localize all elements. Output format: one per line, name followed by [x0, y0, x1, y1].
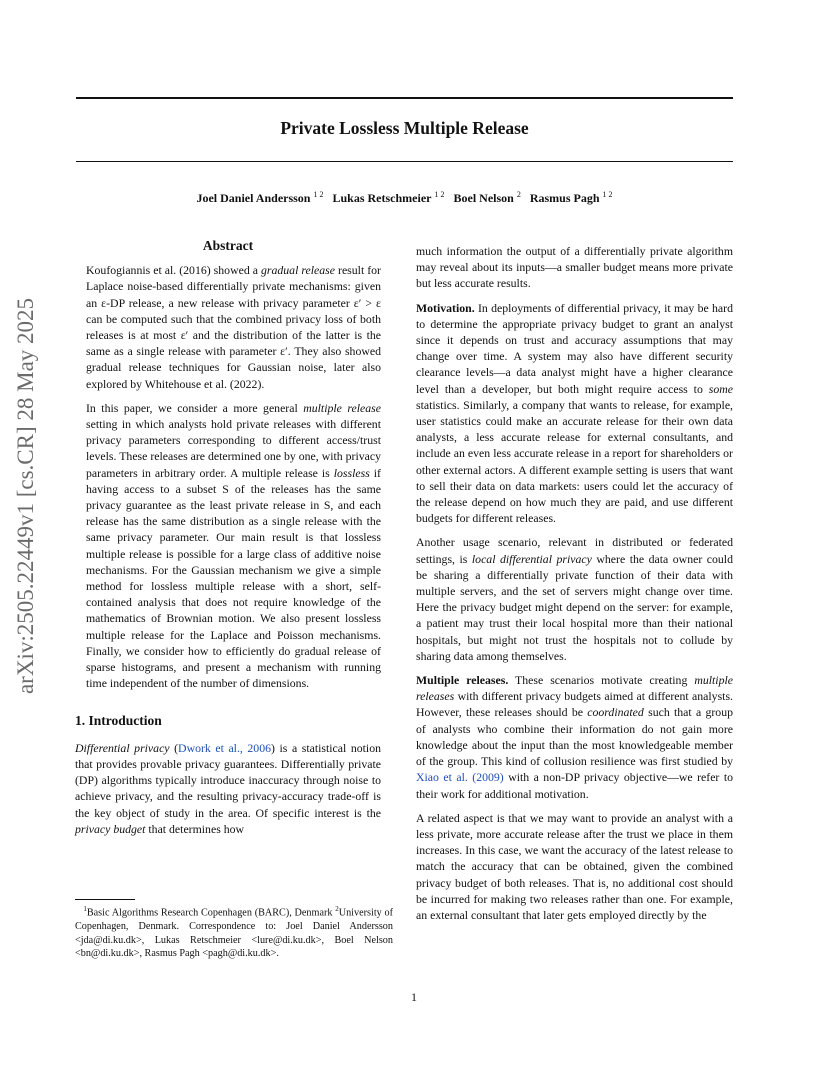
author-name: Joel Daniel Andersson: [196, 191, 311, 205]
footnote-rule: [75, 899, 135, 900]
text-run: In deployments of differential privacy, it may be hard to determine the appropriate privacy budget to grant an analyst since it depends on trust and accuracy assumptions that may change over time. A system may also have different security clearance levels—a data analyst might have a higher clearance level than a developer, but both might require access to: [416, 300, 733, 396]
emphasis: some: [708, 381, 733, 396]
abstract-heading: Abstract: [202, 238, 254, 253]
text-run: if having access to a subset S of the releases has the same privacy guarantee as the least private release in S, and each release has the same distribution as a single release with the same privacy parameter. Our main result is that lossless multiple release is possible for a large class of additive noise mechanisms. For the Gaussian mechanism we give a simple method for lossless multiple release with a short, self-contained analysis that does not require knowledge of the mathematics of Brownian motion. We also present lossless multiple release for the Laplace and Poisson mechanisms. Finally, we consider how to efficiently do gradual release of sparse histograms, and present a mechanism with running time independent of the number of dimensions.: [86, 465, 381, 691]
paragraph-heading: Multiple releases.: [416, 673, 509, 688]
text-run: where the data owner could be sharing a differentially private function of their data with multiple servers, and the set of servers might change over time. Here the privacy budget might depend on the server: for example, a patient may trust their local hospital more than their national hospitals, but might not trust the hospitals not to collude by sharing data among themselves.: [416, 551, 733, 663]
text-run: These scenarios motivate creating: [508, 673, 695, 688]
arxiv-sidebar-stamp: [2, 228, 50, 764]
text-run: with a non-DP privacy objective—we refer to their work for additional motivation.: [416, 770, 733, 801]
text-run: with different privacy budgets aimed at different analysts. However, these releases should be: [416, 689, 733, 720]
abstract-body: [75, 262, 381, 691]
body-paragraph: A related aspect is that we may want to provide an analyst with a less private, more accurate release after the trust we place in them increases. In this case, we want the accuracy of the latest release to match the accuracy that can be obtained, given the combined privacy budget of both releases. That is, no additional cost should be incurred for making two releases rather than one. For example, an external consultant that later gets employed directly by the: [416, 810, 733, 922]
emphasis: privacy budget: [75, 821, 146, 836]
intro-paragraph: Differential privacy (Dwork et al., 2006) is a statistical notion that provides provable privacy guarantees. Differentially private (DP) algorithms typically introduce inaccuracy through noise to achieve privacy, and the resulting privacy-accuracy trade-off is the key object of study in the area. Of specific interest is the privacy budget that determines how: [75, 740, 381, 836]
section-heading-introduction: 1. Introduction: [75, 713, 162, 729]
author-list: [76, 190, 733, 206]
author-name: Rasmus Pagh: [529, 191, 600, 205]
author-affiliation: 1 2: [313, 190, 324, 199]
author-affiliation: 2: [516, 190, 521, 199]
emphasis: multiple release: [303, 400, 381, 415]
author-affiliation: 1 2: [434, 190, 445, 199]
emphasis: coordinated: [587, 705, 644, 720]
text-run: result for Laplace noise-based differentially private mechanisms: given an ε-DP release, a new release with privacy parameter ε′ > ε can be computed such that the combined privacy loss of both releases is at most ε′ and the distribution of the latter is the same as a single release with parameter ε′. They also showed gradual release techniques for Gaussian noise, later also explored by Whitehouse et al. (2022).: [86, 263, 381, 391]
affiliation-footnote: [75, 903, 393, 961]
emphasis: local differential privacy: [471, 551, 592, 566]
author-name: Lukas Retschmeier: [332, 191, 432, 205]
text-run: Basic Algorithms Research Copenhagen (BARC), Denmark: [86, 907, 336, 919]
paper-title: Private Lossless Multiple Release: [280, 118, 529, 138]
text-run: statistics. Similarly, a company that wants to release, for example, user statistics could make an accurate release for their own data analysts, a less accurate release for external consultants, and include an even less accurate release in a report for shareholders or other external actors. A different example setting is users that want to sell their data on data markets: users could let the accuracy of the release depend on how much they are paid, and use different budgets for different releases.: [416, 397, 733, 526]
emphasis: gradual release: [261, 263, 335, 278]
citation-link[interactable]: Xiao et al. (2009): [416, 770, 504, 785]
text-run: Another usage scenario, relevant in distributed or federated settings, is: [416, 535, 733, 566]
emphasis: multiple releases: [416, 673, 733, 704]
text-run: that determines how: [145, 821, 245, 836]
motivation-paragraph: [416, 300, 733, 527]
title-bottom-rule: [76, 161, 733, 162]
paragraph-heading: Motivation.: [416, 300, 475, 315]
right-column: [416, 243, 733, 931]
text-run: Koufogiannis et al. (2016) showed a: [86, 263, 261, 278]
text-run: setting in which analysts hold private releases with different privacy parameters corresponding to different access/trust levels. These releases are determined one by one, with privacy parameters in arbitrary order. A multiple release is: [86, 417, 381, 480]
abstract-paragraph: [86, 400, 381, 692]
left-column: [75, 238, 381, 845]
author-affiliation: 1 2: [602, 190, 613, 199]
body-paragraph: much information the output of a differentially private algorithm may reveal about its inputs—a smaller budget means more private but less accurate results.: [416, 244, 733, 291]
arxiv-identifier: arXiv:2505.22449v1 [cs.CR] 28 May 2025: [13, 297, 38, 695]
text-run: University of Copenhagen, Denmark. Correspondence to: Joel Daniel Andersson <jda@di.ku.dk>, Lukas Retschmeier <lure@di.ku.dk>, Boel Nelson <bn@di.ku.dk>, Rasmus Pagh <pagh@di.ku.dk>.: [75, 907, 394, 960]
title-top-rule: [76, 97, 733, 99]
text-run: is a statistical notion that provides provable privacy guarantees. Differentially private (DP) algorithms typically introduce inaccuracy through noise to achieve privacy, and the resulting privacy-accuracy trade-off is the key object of study in the area. Of specific interest is the: [75, 740, 381, 820]
emphasis: lossless: [333, 465, 370, 480]
footnote-marker: 1: [83, 905, 87, 913]
citation-link[interactable]: Dwork et al., 2006: [178, 740, 272, 755]
footnote-marker: 2: [335, 905, 339, 913]
text-run: In this paper, we consider a more general: [86, 400, 304, 415]
page-number: 1: [411, 990, 417, 1004]
abstract-paragraph: [86, 262, 381, 392]
emphasis: Differential privacy: [75, 740, 170, 755]
author-name: Boel Nelson: [453, 191, 514, 205]
text-run: such that a group of analysts who combine their information do not gain more knowledge about the input than the most knowledgeable member of the group. This kind of collusion resilience was first studied by: [416, 705, 733, 769]
body-paragraph: [416, 534, 733, 664]
multiple-releases-paragraph: [416, 672, 733, 802]
